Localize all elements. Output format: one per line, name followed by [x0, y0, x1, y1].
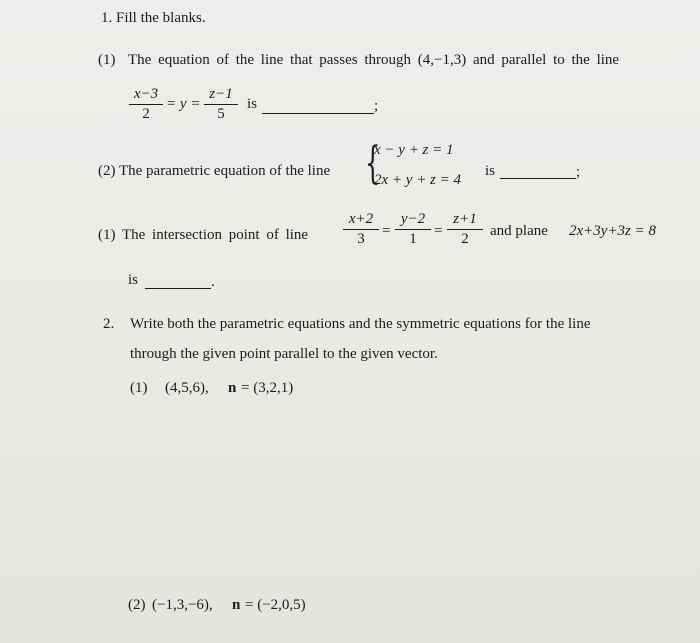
fraction-y-minus-2: [395, 211, 431, 248]
fraction-numerator: z−1: [209, 86, 233, 102]
item-2-vector-value: = (−2,0,5): [245, 597, 306, 613]
equation-middle: = y =: [166, 96, 201, 112]
fraction-denominator: 3: [357, 231, 365, 247]
fraction-x-minus-3: [129, 86, 163, 123]
is-label: is: [247, 96, 258, 112]
plane-equation: 2x+3y+3z = 8: [569, 223, 657, 239]
fraction-denominator: 2: [142, 106, 150, 122]
question-2-text: (2) The parametric equation of the line: [98, 163, 331, 179]
answer-blank-3[interactable]: [145, 288, 211, 289]
system-brace: {: [365, 138, 381, 189]
fraction-numerator: z+1: [453, 211, 477, 227]
fraction-bar: [447, 229, 483, 230]
fraction-z-plus-1: [447, 211, 483, 248]
section-2-instruction-line-2: through the given point parallel to the given vector.: [130, 346, 438, 362]
fraction-bar: [343, 229, 379, 230]
fraction-x-plus-2: [343, 211, 379, 248]
system-equation-2: 2x + y + z = 4: [374, 172, 462, 188]
item-1-point: (4,5,6),: [165, 380, 209, 396]
item-1-vector-value: = (3,2,1): [241, 380, 294, 396]
fraction-numerator: x−3: [133, 86, 159, 102]
section-2-instruction-line-1: Write both the parametric equations and the symmetric equations for the line: [130, 316, 591, 332]
fraction-bar: [204, 104, 238, 105]
is-label: is: [485, 163, 496, 179]
fraction-denominator: 5: [217, 106, 225, 122]
equals-sign: =: [382, 223, 391, 239]
fraction-numerator: y−2: [400, 211, 426, 227]
answer-blank-2[interactable]: [500, 178, 576, 179]
semicolon: ;: [374, 98, 379, 114]
item-1-vector-name: n: [228, 380, 237, 396]
answer-blank-1[interactable]: [262, 113, 374, 114]
item-2-point: (−1,3,−6),: [152, 597, 213, 613]
item-2-vector-name: n: [232, 597, 241, 613]
fraction-denominator: 1: [409, 231, 417, 247]
section-2-number: 2.: [103, 316, 115, 332]
system-equation-1: x − y + z = 1: [374, 142, 454, 158]
question-1-label: (1): [98, 52, 116, 68]
fraction-bar: [395, 229, 431, 230]
equals-sign: =: [434, 223, 443, 239]
item-2-label: (2): [128, 597, 146, 613]
question-1-text: The equation of the line that passes through (4,−1,3) and parallel to the line: [128, 52, 620, 68]
semicolon: ;: [576, 164, 581, 180]
fraction-bar: [129, 104, 163, 105]
fraction-z-minus-1: [204, 86, 238, 123]
is-label: is: [128, 272, 139, 288]
fraction-numerator: x+2: [348, 211, 374, 227]
period: .: [211, 274, 215, 290]
section-1-heading: 1. Fill the blanks.: [101, 10, 206, 26]
question-3-text: (1) The intersection point of line: [98, 227, 309, 243]
item-1-label: (1): [130, 380, 148, 396]
and-plane-label: and plane: [490, 223, 548, 239]
fraction-denominator: 2: [461, 231, 469, 247]
